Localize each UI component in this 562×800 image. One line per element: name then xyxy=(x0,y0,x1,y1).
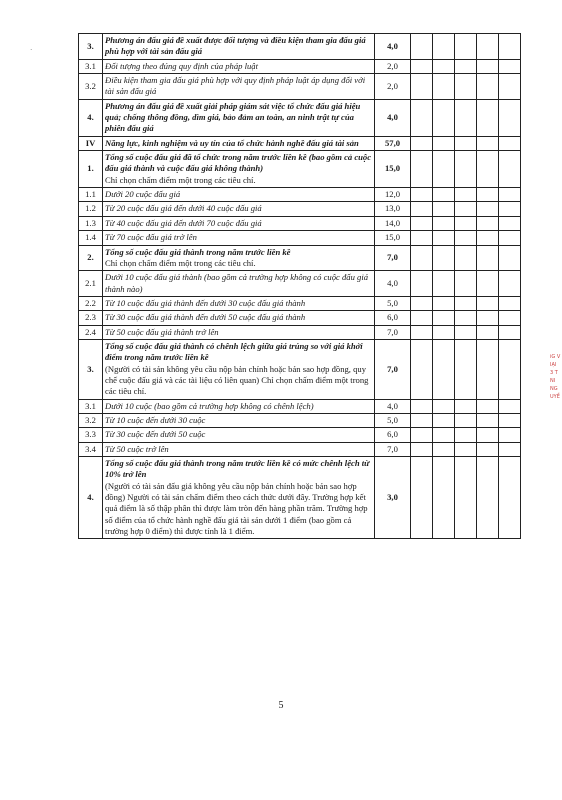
max-score: 4,0 xyxy=(375,34,411,60)
max-score: 7,0 xyxy=(375,339,411,399)
score-cell xyxy=(433,231,455,245)
score-cell xyxy=(433,151,455,188)
criteria-row xyxy=(79,151,521,188)
score-cell xyxy=(411,325,433,339)
criteria-row xyxy=(79,216,521,230)
score-cell xyxy=(499,245,521,271)
row-number: 2.1 xyxy=(79,271,103,297)
score-cell xyxy=(433,216,455,230)
row-number: 2.4 xyxy=(79,325,103,339)
criteria-row xyxy=(79,325,521,339)
max-score: 4,0 xyxy=(375,99,411,136)
score-cell xyxy=(477,34,499,60)
score-cell xyxy=(433,136,455,150)
criteria-row xyxy=(79,271,521,297)
criterion-description xyxy=(103,34,375,60)
score-cell xyxy=(477,271,499,297)
row-number: 3. xyxy=(79,34,103,60)
criterion-text: Đối tượng theo đúng quy định của pháp luật xyxy=(105,60,258,71)
score-cell xyxy=(477,413,499,427)
max-score: 3,0 xyxy=(375,457,411,539)
score-cell xyxy=(477,136,499,150)
criterion-description xyxy=(103,457,375,539)
max-score: 15,0 xyxy=(375,151,411,188)
red-stamp-fragment xyxy=(548,352,562,408)
score-cell xyxy=(455,457,477,539)
score-cell xyxy=(499,202,521,216)
score-cell xyxy=(433,59,455,73)
score-cell xyxy=(411,151,433,188)
score-cell xyxy=(499,271,521,297)
criteria-row xyxy=(79,413,521,427)
criteria-row xyxy=(79,311,521,325)
page-number: 5 xyxy=(278,700,284,711)
score-cell xyxy=(499,151,521,188)
score-cell xyxy=(411,59,433,73)
criterion-text: Từ 50 cuộc trở lên xyxy=(105,443,169,454)
max-score: 5,0 xyxy=(375,413,411,427)
criterion-text: Dưới 10 cuộc đấu giá thành (bao gồm cả trường hợp không có cuộc đấu giá thành nào) xyxy=(105,272,369,294)
row-number: 1.4 xyxy=(79,231,103,245)
score-cell xyxy=(411,136,433,150)
criteria-row xyxy=(79,59,521,73)
criteria-row xyxy=(79,442,521,456)
criterion-text: Từ 10 cuộc đấu giá thành đến dưới 30 cuộc đấu giá thành xyxy=(105,297,306,308)
stamp-line: iG V xyxy=(550,354,561,360)
stamp-line: IẠI xyxy=(550,362,557,368)
criterion-text: Từ 30 cuộc đến dưới 50 cuộc xyxy=(105,429,206,440)
score-cell xyxy=(477,74,499,100)
criterion-description xyxy=(103,399,375,413)
score-cell xyxy=(477,59,499,73)
score-cell xyxy=(477,457,499,539)
score-cell xyxy=(499,216,521,230)
criteria-row xyxy=(79,99,521,136)
score-cell xyxy=(455,339,477,399)
criterion-description xyxy=(103,325,375,339)
score-cell xyxy=(433,457,455,539)
score-cell xyxy=(433,188,455,202)
row-number: IV xyxy=(79,136,103,150)
row-number: 1.1 xyxy=(79,188,103,202)
row-number: 1.2 xyxy=(79,202,103,216)
score-cell xyxy=(433,245,455,271)
max-score: 6,0 xyxy=(375,311,411,325)
criterion-text: Điều kiện tham gia đấu giá phù hợp với quy định pháp luật áp dụng đối với tài sản đấu giá xyxy=(105,75,366,97)
row-number: 1. xyxy=(79,151,103,188)
criterion-description xyxy=(103,231,375,245)
score-cell xyxy=(455,216,477,230)
max-score: 7,0 xyxy=(375,245,411,271)
score-cell xyxy=(411,428,433,442)
criteria-row xyxy=(79,457,521,539)
score-cell xyxy=(499,457,521,539)
score-cell xyxy=(499,136,521,150)
criterion-note: (Người có tài sản đấu giá không yêu cầu nộp bản chính hoặc bản sao hợp đồng) Người có tài sản chấm điểm theo cách thức dưới đây. Trường hợp kết quả điểm là số thập phân thì được làm tròn đến hàng phần trăm. Trường hợp số điểm của tổ chức hành nghề đấu giá tài sản dưới 1 điểm (bao gồm cả trường hợp 0 điểm) thì được tính là 1 điểm. xyxy=(105,480,368,537)
criteria-row xyxy=(79,188,521,202)
score-cell xyxy=(477,399,499,413)
score-cell xyxy=(433,271,455,297)
criterion-text: Dưới 20 cuộc đấu giá xyxy=(105,189,181,200)
criterion-note: (Người có tài sản không yêu cầu nộp bản chính hoặc bản sao hợp đồng, quy chế cuộc đấu giá và các tài liệu có liên quan) Chỉ chọn chấm điểm một trong các tiêu chí. xyxy=(105,363,369,397)
criterion-text: Năng lực, kinh nghiệm và uy tín của tổ chức hành nghề đấu giá tài sản xyxy=(105,137,359,148)
stamp-line: NG xyxy=(550,386,558,392)
criterion-text: Phương án đấu giá đề xuất giải pháp giám sát việc tổ chức đấu giá hiệu quả; chống thông đồng, dìm giá, bảo đảm an toàn, an ninh trật tự của phiên đấu giá xyxy=(105,100,361,134)
scan-speck: · xyxy=(30,46,33,54)
score-cell xyxy=(477,231,499,245)
score-cell xyxy=(499,34,521,60)
max-score: 6,0 xyxy=(375,428,411,442)
score-cell xyxy=(411,188,433,202)
score-cell xyxy=(433,202,455,216)
row-number: 1.3 xyxy=(79,216,103,230)
score-cell xyxy=(455,231,477,245)
criterion-description xyxy=(103,74,375,100)
score-cell xyxy=(455,202,477,216)
score-cell xyxy=(477,339,499,399)
max-score: 57,0 xyxy=(375,136,411,150)
criterion-description xyxy=(103,339,375,399)
score-cell xyxy=(477,311,499,325)
stamp-line: NI xyxy=(550,378,556,384)
criterion-text: Tổng số cuộc đấu giá đã tổ chức trong năm trước liền kề (bao gồm cả cuộc đấu giá thành và cuộc đấu giá không thành) xyxy=(105,152,372,174)
score-cell xyxy=(433,99,455,136)
criterion-text: Tổng số cuộc đấu giá thành trong năm trước liền kề xyxy=(105,246,291,257)
score-cell xyxy=(433,442,455,456)
row-number: 3.1 xyxy=(79,399,103,413)
criteria-row xyxy=(79,74,521,100)
score-cell xyxy=(455,245,477,271)
criterion-text: Tổng số cuộc đấu giá thành có chênh lệch giữa giá trúng so với giá khởi điểm trong năm trước liền kề xyxy=(105,340,363,363)
score-cell xyxy=(433,428,455,442)
score-cell xyxy=(477,245,499,271)
criterion-text: Từ 40 cuộc đấu giá đến dưới 70 cuộc đấu giá xyxy=(105,217,262,228)
criterion-description xyxy=(103,59,375,73)
max-score: 7,0 xyxy=(375,442,411,456)
score-cell xyxy=(433,399,455,413)
criterion-description xyxy=(103,428,375,442)
criterion-note: Chỉ chọn chấm điểm một trong các tiêu chí. xyxy=(105,174,256,185)
criteria-table xyxy=(78,33,521,539)
row-number: 2. xyxy=(79,245,103,271)
score-cell xyxy=(499,99,521,136)
max-score: 14,0 xyxy=(375,216,411,230)
score-cell xyxy=(455,59,477,73)
row-number: 3.2 xyxy=(79,74,103,100)
score-cell xyxy=(499,413,521,427)
score-cell xyxy=(455,99,477,136)
score-cell xyxy=(455,188,477,202)
score-cell xyxy=(477,442,499,456)
score-cell xyxy=(477,151,499,188)
row-number: 3. xyxy=(79,339,103,399)
score-cell xyxy=(477,202,499,216)
max-score: 4,0 xyxy=(375,399,411,413)
max-score: 5,0 xyxy=(375,296,411,310)
criterion-description xyxy=(103,202,375,216)
score-cell xyxy=(411,296,433,310)
score-cell xyxy=(455,271,477,297)
score-cell xyxy=(455,399,477,413)
row-number: 3.2 xyxy=(79,413,103,427)
criterion-description xyxy=(103,296,375,310)
score-cell xyxy=(433,296,455,310)
score-cell xyxy=(433,311,455,325)
score-cell xyxy=(433,413,455,427)
score-cell xyxy=(499,74,521,100)
criterion-text: Từ 30 cuộc đấu giá thành đến dưới 50 cuộc đấu giá thành xyxy=(105,312,306,323)
criteria-row xyxy=(79,34,521,60)
score-cell xyxy=(455,74,477,100)
criterion-description xyxy=(103,413,375,427)
score-cell xyxy=(411,442,433,456)
score-cell xyxy=(411,413,433,427)
criteria-row xyxy=(79,399,521,413)
score-cell xyxy=(455,34,477,60)
max-score: 13,0 xyxy=(375,202,411,216)
score-cell xyxy=(411,34,433,60)
score-cell xyxy=(477,428,499,442)
score-cell xyxy=(499,399,521,413)
criteria-row xyxy=(79,231,521,245)
criterion-text: Phương án đấu giá đề xuất được đối tượng và điều kiện tham gia đấu giá phù hợp với tài sản đấu giá xyxy=(105,35,366,57)
score-cell xyxy=(455,311,477,325)
row-number: 2.2 xyxy=(79,296,103,310)
score-cell xyxy=(499,325,521,339)
score-cell xyxy=(499,59,521,73)
score-cell xyxy=(433,34,455,60)
criteria-row xyxy=(79,339,521,399)
criteria-row xyxy=(79,136,521,150)
row-number: 3.1 xyxy=(79,59,103,73)
score-cell xyxy=(477,99,499,136)
score-cell xyxy=(455,413,477,427)
criterion-text: Từ 50 cuộc đấu giá thành trở lên xyxy=(105,326,219,337)
score-cell xyxy=(433,325,455,339)
score-cell xyxy=(411,457,433,539)
score-cell xyxy=(433,339,455,399)
score-cell xyxy=(499,296,521,310)
score-cell xyxy=(477,296,499,310)
score-cell xyxy=(499,442,521,456)
score-cell xyxy=(411,99,433,136)
criterion-description xyxy=(103,151,375,188)
criterion-description xyxy=(103,99,375,136)
score-cell xyxy=(499,428,521,442)
score-cell xyxy=(411,216,433,230)
criterion-text: Từ 10 cuộc đến dưới 30 cuộc xyxy=(105,414,206,425)
score-cell xyxy=(499,231,521,245)
row-number: 2.3 xyxy=(79,311,103,325)
criteria-row xyxy=(79,428,521,442)
criteria-row xyxy=(79,296,521,310)
score-cell xyxy=(411,231,433,245)
score-cell xyxy=(411,339,433,399)
stamp-line: UYỀ xyxy=(550,394,560,400)
score-cell xyxy=(411,245,433,271)
score-cell xyxy=(455,325,477,339)
score-cell xyxy=(477,188,499,202)
score-cell xyxy=(411,202,433,216)
criterion-description xyxy=(103,136,375,150)
criterion-description xyxy=(103,442,375,456)
criterion-description xyxy=(103,245,375,271)
row-number: 3.3 xyxy=(79,428,103,442)
score-cell xyxy=(433,74,455,100)
score-cell xyxy=(477,325,499,339)
max-score: 12,0 xyxy=(375,188,411,202)
score-cell xyxy=(455,136,477,150)
criterion-text: Từ 20 cuộc đấu giá đến dưới 40 cuộc đấu giá xyxy=(105,203,262,214)
max-score: 15,0 xyxy=(375,231,411,245)
score-cell xyxy=(455,428,477,442)
score-cell xyxy=(411,399,433,413)
score-cell xyxy=(499,339,521,399)
criteria-row xyxy=(79,245,521,271)
score-cell xyxy=(499,188,521,202)
row-number: 4. xyxy=(79,99,103,136)
criterion-description xyxy=(103,271,375,297)
score-cell xyxy=(411,271,433,297)
row-number: 3.4 xyxy=(79,442,103,456)
score-cell xyxy=(499,311,521,325)
criterion-description xyxy=(103,188,375,202)
criterion-description xyxy=(103,216,375,230)
criterion-text: Từ 70 cuộc đấu giá trở lên xyxy=(105,232,197,243)
criteria-row xyxy=(79,202,521,216)
score-cell xyxy=(411,311,433,325)
row-number: 4. xyxy=(79,457,103,539)
score-cell xyxy=(455,296,477,310)
criteria-rows xyxy=(79,34,521,539)
criterion-note: Chỉ chọn chấm điểm một trong các tiêu chí. xyxy=(105,257,256,268)
criterion-description xyxy=(103,311,375,325)
criterion-text: Dưới 10 cuộc (bao gồm cả trường hợp không có chênh lệch) xyxy=(105,400,314,411)
score-cell xyxy=(477,216,499,230)
max-score: 7,0 xyxy=(375,325,411,339)
max-score: 4,0 xyxy=(375,271,411,297)
max-score: 2,0 xyxy=(375,74,411,100)
score-cell xyxy=(455,151,477,188)
score-cell xyxy=(411,74,433,100)
criterion-text: Tổng số cuộc đấu giá thành trong năm trước liền kề có mức chênh lệch từ 10% trở lên xyxy=(105,458,370,480)
stamp-line: 3 T xyxy=(550,370,558,376)
score-cell xyxy=(455,442,477,456)
max-score: 2,0 xyxy=(375,59,411,73)
